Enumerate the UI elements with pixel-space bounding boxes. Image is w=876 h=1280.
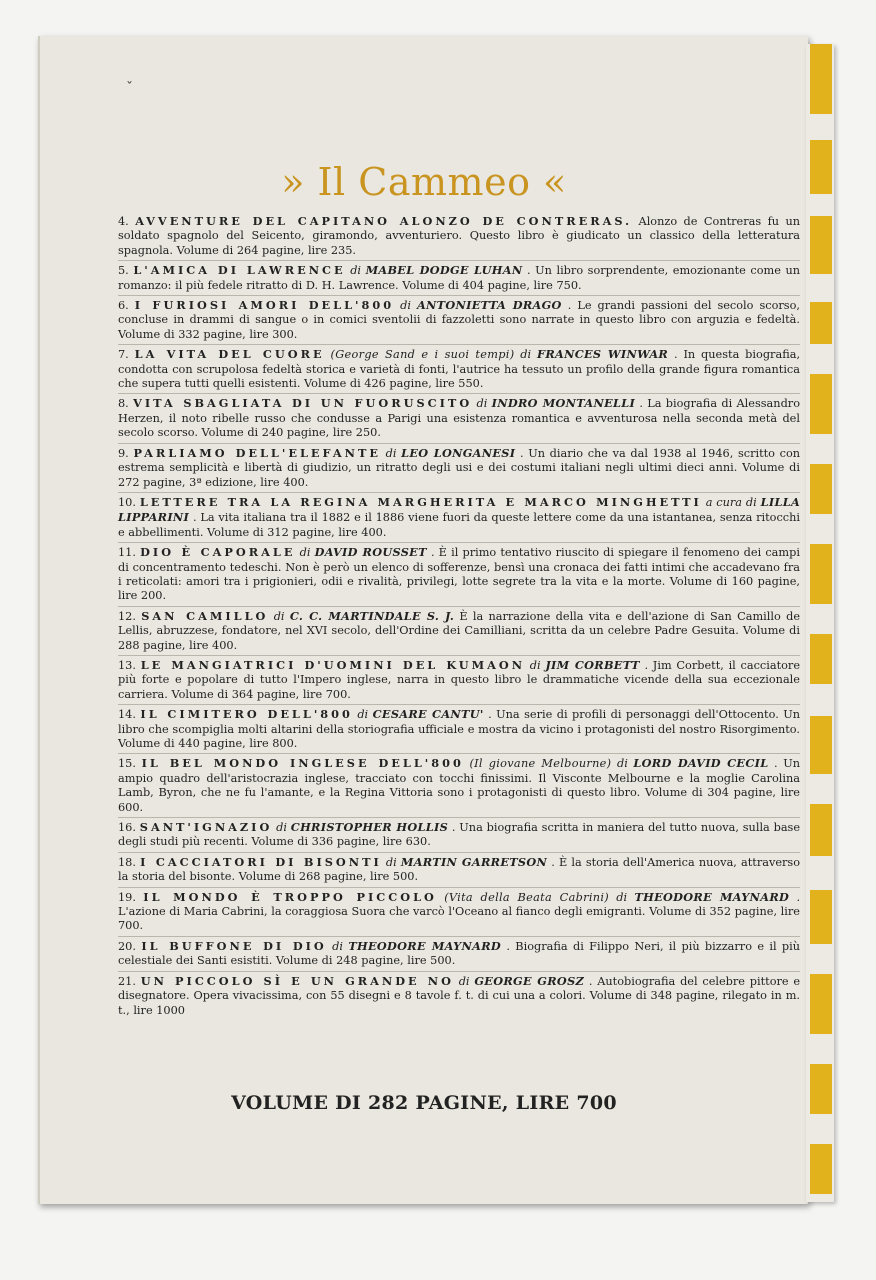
entry-author: LORD DAVID CECIL — [633, 756, 769, 771]
entry-title: IL BUFFONE DI DIO — [141, 938, 327, 953]
entry-title: SAN CAMILLO — [141, 608, 269, 623]
book-spine — [806, 44, 834, 1202]
list-item — [118, 658, 800, 705]
entry-number: 18. — [118, 855, 136, 869]
list-item — [118, 214, 800, 261]
list-item — [118, 707, 800, 754]
entry-description: . Autobiografia del celebre pittore e disegnatore. Opera vivacissima, con 55 disegni e 8 tavole f. t. di cui una a colori. Volume di 348 pagine, rilegato in m. t., lire 1000 — [118, 974, 801, 1017]
entry-connector: di — [529, 658, 541, 672]
entry-author: DAVID ROUSSET — [314, 545, 427, 560]
entry-number: 13. — [118, 658, 136, 672]
entry-connector: di — [299, 546, 311, 560]
list-item — [118, 545, 800, 607]
list-item — [118, 890, 800, 937]
list-item — [118, 298, 800, 345]
entry-title: I CACCIATORI DI BISONTI — [140, 854, 382, 869]
entry-number: 8. — [118, 397, 129, 411]
entry-description: . È il primo tentativo riuscito di spiegare il fenomeno dei campi di concentramento tedeschi. Non è però un elenco di sofferenze, bensì una cronaca dei fatti intimi che accadevano fra i reticolati: amori tra i prigionieri, odii e rivalità, privilegi, lotte segrete tra la vita e la morte. Volume di 160 pagine, lire 200. — [118, 546, 800, 603]
list-item — [118, 495, 800, 543]
entry-description: . In questa biografia, condotta con scrupolosa fedeltà storica e varietà di fonti, l'autrice ha tessuto un profilo della grande figura romantica che supera tutti quelli esistenti. Volume di 426 pagine, lire 550. — [118, 348, 801, 391]
entry-author: THEODORE MAYNARD — [348, 938, 502, 953]
entry-number: 9. — [118, 446, 129, 460]
entry-title: PARLIAMO DELL'ELEFANTE — [133, 445, 381, 460]
entry-title: UN PICCOLO SÌ E UN GRANDE NO — [140, 973, 454, 988]
entry-title: AVVENTURE DEL CAPITANO ALONZO DE CONTRERAS. — [135, 214, 633, 228]
spine-stripe — [810, 44, 832, 114]
list-item — [118, 974, 800, 1020]
entry-title: IL MONDO È TROPPO PICCOLO — [143, 889, 437, 904]
entry-title: I FURIOSI AMORI DELL'800 — [134, 298, 395, 313]
spine-stripe — [810, 374, 832, 434]
entry-author: INDRO MONTANELLI — [491, 396, 636, 411]
entry-connector: di — [385, 446, 397, 460]
entry-author: FRANCES WINWAR — [537, 347, 669, 362]
list-item — [118, 820, 800, 853]
entry-description: . Le grandi passioni del secolo scorso, concluse in drammi di sangue o in comici sventolii di fazzoletti sono narrate in questo libro con arguzia e fedeltà. Volume di 332 pagine, lire 300. — [118, 299, 800, 341]
entry-connector: di — [350, 264, 362, 278]
spine-stripe — [810, 140, 832, 194]
entry-title: SANT'IGNAZIO — [139, 820, 273, 835]
entry-subtitle: (George Sand e i suoi tempi) — [330, 348, 515, 362]
entry-author: THEODORE MAYNARD — [634, 889, 790, 904]
spine-stripe — [810, 216, 832, 274]
spine-stripe — [810, 544, 832, 604]
entry-description: . È la storia dell'America nuova, attraverso la storia del bisonte. Volume di 268 pagine, lire 500. — [118, 855, 801, 884]
entry-description: . Una serie di profili di personaggi dell'Ottocento. Un libro che scompiglia molti altarini della storiografia ufficiale e mostra da vicino i protagonisti del nostro Risorgimento. Volume di 440 pagine, lire 800. — [118, 708, 801, 750]
entry-number: 14. — [118, 708, 136, 722]
entry-description: . La vita italiana tra il 1882 e il 1886 viene fuori da queste lettere come da una istantanea, senza ritocchi e abbellimenti. Volume di 312 pagine, lire 400. — [118, 511, 800, 539]
entry-connector: a cura di — [705, 495, 757, 509]
entry-author: CESARE CANTU' — [372, 707, 484, 722]
entry-author: MARTIN GARRETSON — [400, 854, 548, 869]
ink-mark: ˇ — [126, 80, 133, 96]
entry-number: 21. — [118, 974, 136, 988]
entry-description: È la narrazione della vita e dell'azione di San Camillo de Lellis, abruzzese, fondatore, nel XVI secolo, dell'Ordine dei Camilliani, scritta da un celebre Padre Gesuita. Volume di 288 pagine, lire 400. — [118, 609, 801, 652]
spine-stripe — [810, 1144, 832, 1194]
spine-stripe — [810, 1064, 832, 1114]
list-item — [118, 756, 800, 818]
entry-author: C. C. MARTINDALE S. J. — [289, 608, 455, 623]
entry-title: DIO È CAPORALE — [140, 545, 296, 560]
list-item — [118, 263, 800, 296]
entry-connector: di — [357, 708, 369, 722]
spine-stripe — [810, 974, 832, 1034]
entry-author: LEO LONGANESI — [401, 445, 516, 460]
entry-author: GEORGE GROSZ — [474, 973, 585, 988]
entry-title: LETTERE TRA LA REGINA MARGHERITA E MARCO MINGHETTI — [139, 494, 702, 509]
spine-stripe — [810, 464, 832, 514]
entry-number: 15. — [118, 757, 136, 771]
entry-number: 10. — [118, 495, 136, 509]
entry-connector: di — [616, 890, 628, 904]
entry-number: 4. — [118, 215, 129, 228]
entry-number: 6. — [118, 299, 129, 313]
book-back-cover — [38, 36, 808, 1204]
entry-number: 19. — [118, 890, 136, 904]
entry-title: L'AMICA DI LAWRENCE — [133, 263, 346, 278]
entry-title: LA VITA DEL CUORE — [134, 347, 325, 362]
entry-connector: di — [385, 855, 397, 869]
entry-number: 20. — [118, 939, 136, 953]
entry-connector: di — [476, 397, 488, 411]
list-item — [118, 446, 800, 493]
entry-author: CHRISTOPHER HOLLIS — [290, 820, 449, 835]
list-item — [118, 347, 800, 394]
entry-title: LE MANGIATRICI D'UOMINI DEL KUMAON — [140, 657, 526, 672]
entry-connector: di — [273, 609, 285, 623]
entry-description: Alonzo de Contreras fu un soldato spagnolo del Seicento, giramondo, avventuriero. Questo libro è giudicato un classico della letteratura spagnola. Volume di 264 pagine, lire 235. — [118, 215, 801, 257]
spine-stripe — [810, 634, 832, 684]
entry-number: 7. — [118, 348, 129, 362]
entry-description: . La biografia di Alessandro Herzen, il noto ribelle russo che condusse a Parigi una esistenza romantica e avventurosa nella seconda metà del secolo scorso. Volume di 240 pagine, lire 250. — [118, 397, 800, 440]
entry-number: 11. — [118, 546, 136, 560]
entry-description: . Biografia di Filippo Neri, il più bizzarro e il più celestiale dei Santi esistiti. Volume di 248 pagine, lire 500. — [118, 939, 801, 968]
entry-number: 5. — [118, 264, 129, 278]
entry-author: LILLA LIPPARINI — [118, 494, 801, 525]
spine-stripe — [810, 804, 832, 856]
spine-stripe — [810, 890, 832, 944]
list-item — [118, 855, 800, 888]
series-title: » Il Cammeo « — [281, 160, 567, 204]
entry-title: IL CIMITERO DELL'800 — [140, 707, 353, 722]
list-item — [118, 609, 800, 656]
entry-description: . L'azione di Maria Cabrini, la coraggiosa Suora che varcò l'Oceano al fianco degli emigranti. Volume di 352 pagine, lire 700. — [118, 890, 801, 933]
entry-author: JIM CORBETT — [545, 657, 640, 672]
entry-author: MABEL DODGE LUHAN — [365, 263, 523, 278]
entry-subtitle: (Il giovane Melbourne) — [469, 757, 612, 771]
entry-connector: di — [616, 757, 628, 771]
entry-connector: di — [400, 299, 411, 313]
entry-author: ANTONIETTA DRAGO — [416, 298, 562, 313]
entry-number: 16. — [118, 821, 136, 835]
entry-description: . Un diario che va dal 1938 al 1946, scritto con estrema semplicità e libertà di giudizio, un ritratto degli usi e dei costumi italiani negli ultimi dieci anni. Volume di 272 pagine, 3ª edizione, lire 400. — [118, 446, 801, 489]
entry-description: . Jim Corbett, il cacciatore più forte e popolare di tutto l'Impero inglese, narra in questo libro le drammatiche vicende della sua eccezionale carriera. Volume di 364 pagine, lire 700. — [118, 658, 801, 701]
book-list — [118, 214, 800, 1022]
entry-description: . Una biografia scritta in maniera del tutto nuova, sulla base degli studi più recenti. Volume di 336 pagine, lire 630. — [118, 821, 801, 849]
volume-info: VOLUME DI 282 PAGINE, LIRE 700 — [231, 1092, 617, 1114]
entry-description: . Un libro sorprendente, emozionante come un romanzo: il più fedele ritratto di D. H. Lawrence. Volume di 404 pagine, lire 750. — [118, 264, 801, 292]
entry-connector: di — [520, 348, 532, 362]
entry-subtitle: (Vita della Beata Cabrini) — [444, 890, 609, 904]
entry-connector: di — [332, 939, 343, 953]
entry-connector: di — [458, 974, 470, 988]
entry-description: . Un ampio quadro dell'aristocrazia inglese, tracciato con tocchi finissimi. Il Visconte Melbourne e la moglie Carolina Lamb, Byron, che ne fu l'amante, e la Regina Vittoria sono i protagonisti di questo libro. Volume di 304 pagine, lire 600. — [118, 757, 801, 814]
list-item — [118, 939, 800, 972]
list-item — [118, 396, 800, 443]
entry-connector: di — [276, 821, 287, 835]
spine-stripe — [810, 716, 832, 774]
entry-number: 12. — [118, 609, 136, 623]
entry-title: IL BEL MONDO INGLESE DELL'800 — [141, 756, 464, 771]
entry-title: VITA SBAGLIATA DI UN FUORUSCITO — [133, 396, 473, 411]
spine-stripe — [810, 302, 832, 344]
